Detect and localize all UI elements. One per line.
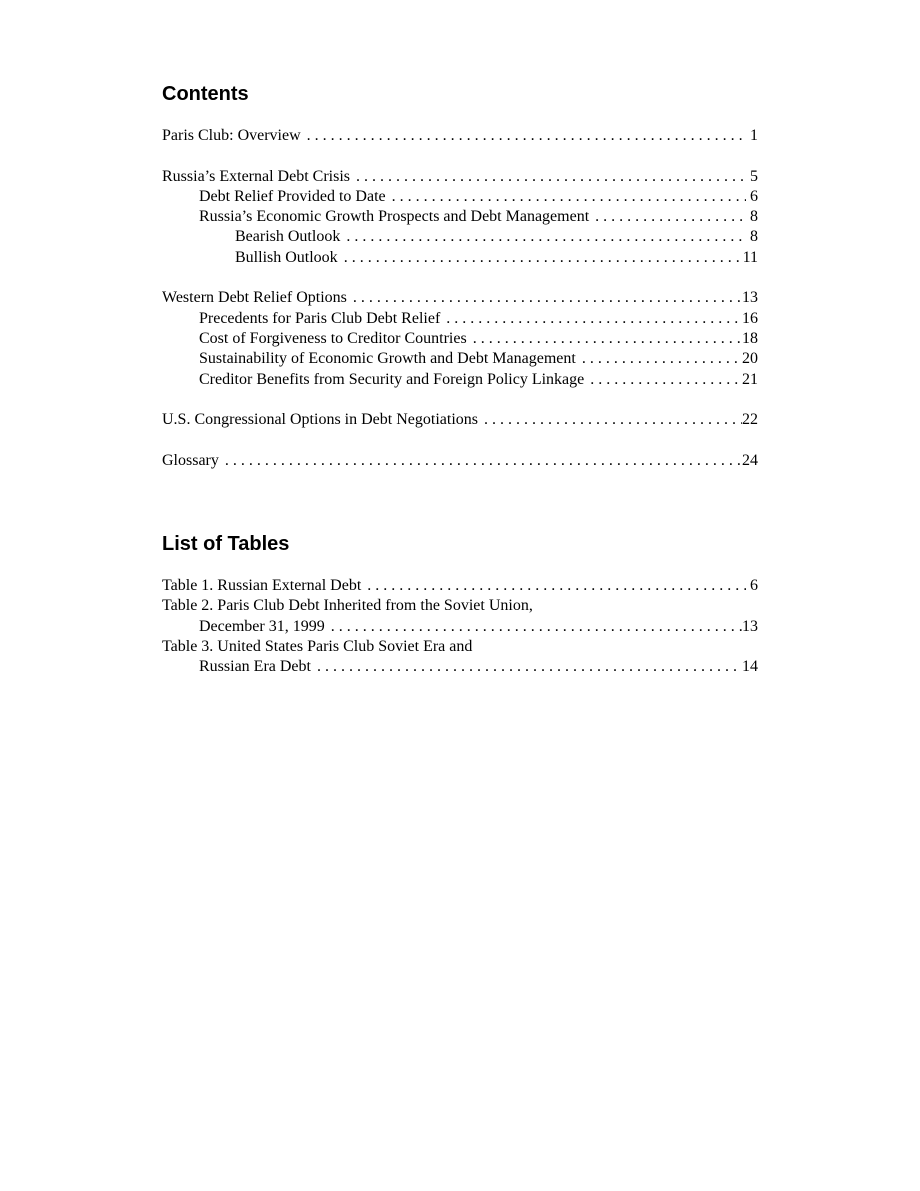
dot-leader xyxy=(340,227,746,247)
table-entry-page: 14 xyxy=(742,658,758,676)
toc-entry[interactable] xyxy=(162,370,758,390)
table-entry-title-cont: Russian Era Debt xyxy=(199,658,311,676)
toc-entry-page: 21 xyxy=(742,370,758,388)
toc-entry-page: 8 xyxy=(750,208,758,226)
list-of-tables xyxy=(162,576,758,677)
toc-entry-page: 6 xyxy=(750,187,758,205)
toc-entry[interactable] xyxy=(162,451,758,471)
toc-entry[interactable] xyxy=(162,248,758,268)
table-entry-line1[interactable] xyxy=(162,637,758,657)
table-entry-title: Table 2. Paris Club Debt Inherited from the Soviet Union, xyxy=(162,597,533,615)
toc-entry[interactable] xyxy=(162,227,758,247)
dot-leader xyxy=(386,187,746,207)
dot-leader xyxy=(467,329,742,349)
toc-entry[interactable] xyxy=(162,288,758,308)
toc-entry[interactable] xyxy=(162,126,758,146)
toc-entry[interactable] xyxy=(162,410,758,430)
dot-leader xyxy=(478,410,742,430)
table-entry-line1[interactable] xyxy=(162,596,758,616)
dot-leader xyxy=(325,617,742,637)
toc-entry[interactable] xyxy=(162,349,758,369)
toc-entry-title: Russia’s External Debt Crisis xyxy=(162,167,350,185)
table-entry-page: 6 xyxy=(750,577,758,594)
table-entry[interactable] xyxy=(162,576,758,596)
toc-entry-page: 8 xyxy=(750,228,758,246)
toc-entry-title: Glossary xyxy=(162,451,219,469)
table-entry-title: Table 1. Russian External Debt xyxy=(162,577,362,594)
toc-entry-page: 16 xyxy=(742,309,758,327)
toc-entry-page: 13 xyxy=(742,289,758,307)
toc-entry-title: Sustainability of Economic Growth and Debt Management xyxy=(199,350,576,368)
toc-entry[interactable] xyxy=(162,167,758,187)
contents-list xyxy=(162,126,758,471)
dot-leader xyxy=(350,167,746,187)
dot-leader xyxy=(440,309,742,329)
contents-heading: Contents xyxy=(162,83,249,105)
toc-entry-page: 5 xyxy=(750,167,758,185)
table-entry-title-cont: December 31, 1999 xyxy=(199,617,325,635)
dot-leader xyxy=(338,248,743,268)
table-entry-title: Table 3. United States Paris Club Soviet Era and xyxy=(162,637,473,655)
dot-leader xyxy=(361,576,746,596)
toc-entry-page: 22 xyxy=(742,411,758,429)
table-entry-line2[interactable] xyxy=(162,617,758,637)
dot-leader xyxy=(576,349,742,369)
toc-entry-title: Cost of Forgiveness to Creditor Countries xyxy=(199,329,467,347)
toc-entry-page: 24 xyxy=(742,451,758,469)
dot-leader xyxy=(311,657,742,677)
toc-entry-title: Debt Relief Provided to Date xyxy=(199,187,386,205)
toc-entry[interactable] xyxy=(162,207,758,227)
toc-entry-page: 1 xyxy=(750,127,758,144)
toc-entry[interactable] xyxy=(162,309,758,329)
dot-leader xyxy=(301,126,746,146)
toc-entry-title: Bullish Outlook xyxy=(235,248,338,266)
toc-entry[interactable] xyxy=(162,187,758,207)
toc-entry-title: Creditor Benefits from Security and Foreign Policy Linkage xyxy=(199,370,585,388)
toc-entry-title: Russia’s Economic Growth Prospects and Debt Management xyxy=(199,208,590,226)
toc-entry-title: Precedents for Paris Club Debt Relief xyxy=(199,309,441,327)
toc-entry-page: 11 xyxy=(742,248,758,266)
toc-entry-page: 20 xyxy=(742,350,758,368)
table-entry-page: 13 xyxy=(742,617,758,635)
dot-leader xyxy=(584,370,742,390)
toc-entry-title: Bearish Outlook xyxy=(235,228,341,246)
dot-leader xyxy=(219,451,742,471)
table-entry-line2[interactable] xyxy=(162,657,758,677)
toc-entry[interactable] xyxy=(162,329,758,349)
toc-entry-title: Paris Club: Overview xyxy=(162,127,301,144)
toc-entry-page: 18 xyxy=(742,329,758,347)
dot-leader xyxy=(347,288,742,308)
dot-leader xyxy=(589,207,746,227)
toc-entry-title: Western Debt Relief Options xyxy=(162,289,347,307)
toc-entry-title: U.S. Congressional Options in Debt Negotiations xyxy=(162,411,478,429)
list-of-tables-heading: List of Tables xyxy=(162,533,290,555)
